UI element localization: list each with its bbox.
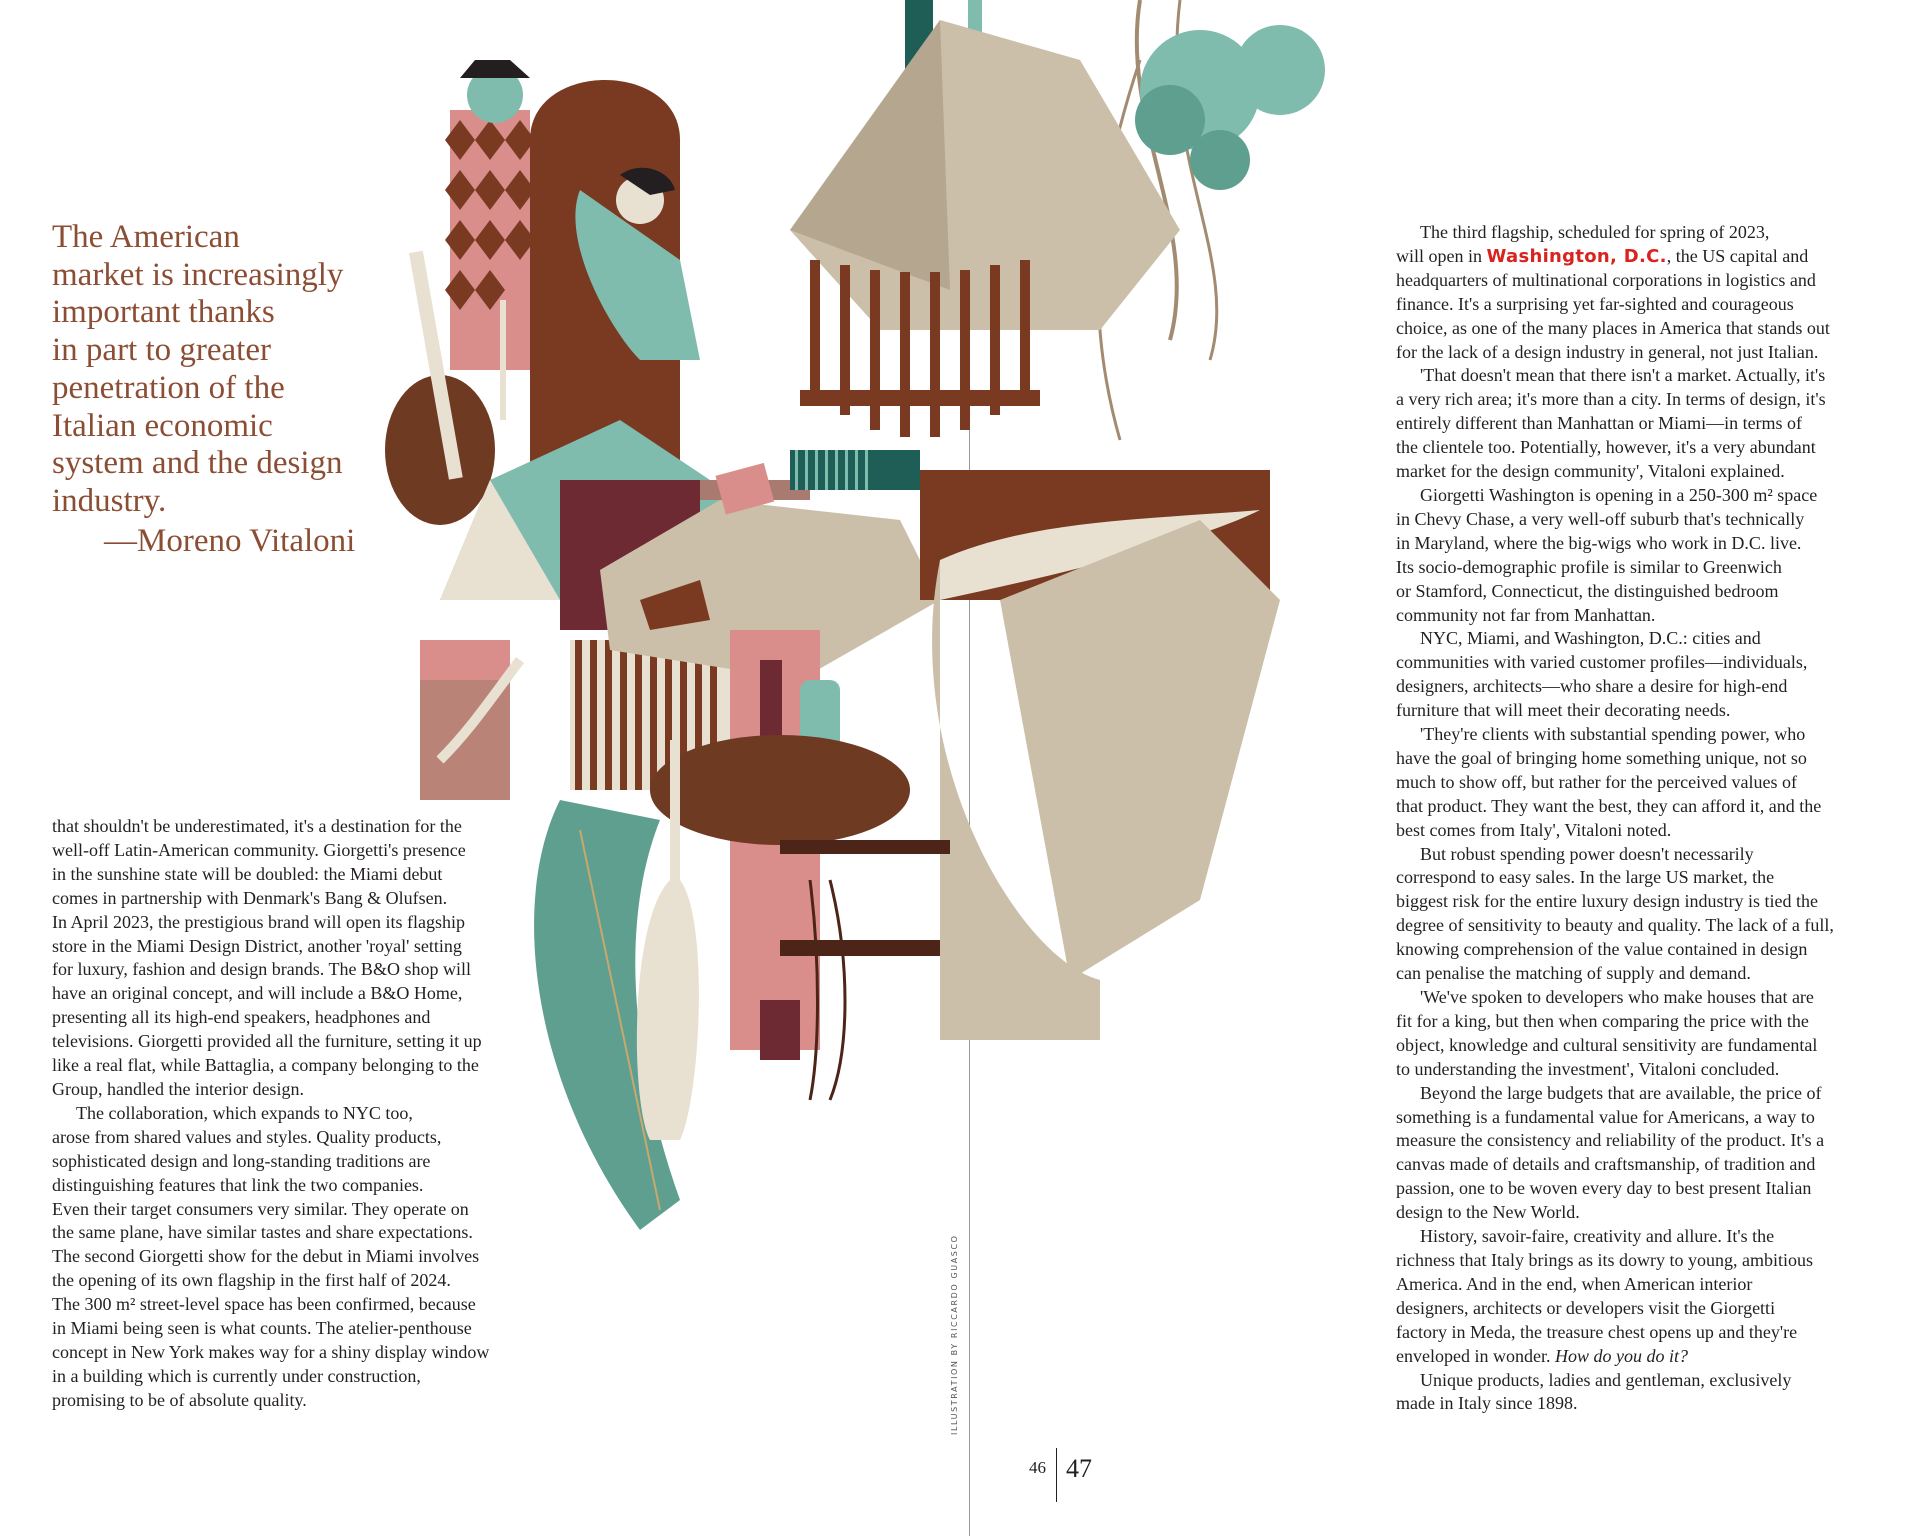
text-line: 'We've spoken to developers who make houses that are [1420,987,1814,1007]
text-line: for the lack of a design industry in general, not just Italian. [1396,341,1819,362]
text-line: 'That doesn't mean that there isn't a market. Actually, it's [1420,365,1826,386]
text-line: in the sunshine state will be doubled: the Miami debut [52,863,443,884]
text-line: 'They're clients with substantial spending power, who [1420,724,1806,745]
paragraph-third-flagship [1396,221,1882,364]
text-line: degree of sensitivity to beauty and quality. The lack of a full, [1396,915,1834,936]
text-line: History, savoir-faire, creativity and allure. It's the [1420,1226,1775,1247]
text-span: , the US capital and [1666,245,1809,266]
text-line: biggest risk for the entire luxury design industry is tied the [1396,891,1818,912]
text-line: comes in partnership with Denmark's Bang & Olufsen. [52,887,448,908]
pull-quote-line: The American [52,219,240,255]
text-span: enveloped in wonder. [1396,1345,1555,1366]
text-line: promising to be of absolute quality. [52,1389,307,1410]
text-line: in a building which is currently under construction, [52,1365,421,1386]
text-line: The third flagship, scheduled for spring of 2023, [1420,222,1770,242]
text-line: the clientele too. Potentially, however, it's a very abundant [1396,437,1816,458]
text-line: measure the consistency and reliability of the product. It's a [1396,1130,1825,1151]
text-line: sophisticated design and long-standing traditions are [52,1150,431,1171]
text-line: something is a fundamental value for Americans, a way to [1396,1106,1815,1127]
text-line: market for the design community', Vitaloni explained. [1396,461,1785,482]
pull-quote-line: in part to greater [52,332,271,369]
text-span: will open in [1396,245,1487,266]
text-line: factory in Meda, the treasure chest opens up and they're [1396,1321,1798,1342]
page-number-left: 46 [1029,1458,1046,1477]
text-line: passion, one to be woven every day to best present Italian [1396,1178,1812,1199]
text-line: in Maryland, where the big-wigs who work in D.C. live. [1396,532,1802,553]
text-line: made in Italy since 1898. [1396,1393,1578,1414]
text-line: headquarters of multinational corporations in logistics and [1396,269,1816,290]
text-line: Even their target consumers very similar. They operate on [52,1198,469,1219]
text-line: community not far from Manhattan. [1396,604,1656,625]
text-line: knowing comprehension of the value contained in design [1396,939,1808,960]
pull-quote-line: important thanks [52,294,275,331]
text-line: televisions. Giorgetti provided all the furniture, setting it up [52,1031,482,1052]
pull-quote-line: Italian economic [52,407,273,444]
text-line: or Stamford, Connecticut, the distinguished bedroom [1396,580,1779,601]
body-paragraph [1396,1082,1882,1225]
text-line: that shouldn't be underestimated, it's a destination for the [52,816,462,836]
text-line: can penalise the matching of supply and demand. [1396,963,1751,984]
paragraph-history [1396,1225,1882,1368]
text-line: The second Giorgetti show for the debut in Miami involves [52,1246,480,1267]
pull-quote-text [52,219,382,521]
page-number-divider [1056,1448,1057,1502]
text-line: much to show off, but rather for the perceived values of [1396,771,1798,792]
body-paragraph [1396,843,1882,986]
text-line: object, knowledge and cultural sensitivity are fundamental [1396,1034,1818,1055]
text-line: furniture that will meet their decorating needs. [1396,700,1731,721]
text-line: the same plane, have similar tastes and share expectations. [52,1222,473,1243]
text-line: to understanding the investment', Vitaloni concluded. [1396,1058,1780,1079]
body-paragraph [1396,484,1882,627]
text-line: in Chevy Chase, a very well-off suburb that's technically [1396,508,1805,529]
text-line: distinguishing features that link the two companies. [52,1174,424,1195]
right-paragraphs [1396,364,1882,1225]
text-line: Group, handled the interior design. [52,1078,304,1099]
text-line: have the goal of bringing home something unique, not so [1396,747,1807,768]
art-deco-illustration-icon [380,0,1380,1240]
text-line: designers, architects—who share a desire for high-end [1396,676,1788,697]
text-line: correspond to easy sales. In the large US market, the [1396,867,1775,888]
text-line: choice, as one of the many places in America that stands out [1396,317,1830,338]
body-paragraph [1396,364,1882,484]
text-line: Giorgetti Washington is opening in a 250-300 m² space [1420,484,1818,505]
text-line: a very rich area; it's more than a city. In terms of design, it's [1396,389,1826,410]
washington-dc-highlight: Washington, D.C. [1486,245,1667,267]
italic-question: How do you do it? [1554,1345,1688,1366]
text-line: store in the Miami Design District, another 'royal' setting [52,935,462,956]
text-line: In April 2023, the prestigious brand will open its flagship [52,911,465,932]
text-line: Its socio-demographic profile is similar to Greenwich [1396,556,1782,577]
pull-quote-line: industry. [52,482,167,519]
text-line: entirely different than Manhattan or Miami—in terms of [1396,413,1803,434]
pull-quote-line: penetration of the [52,369,285,406]
text-line: But robust spending power doesn't necessarily [1420,843,1754,864]
text-line: well-off Latin-American community. Giorgetti's presence [52,839,466,860]
text-line: presenting all its high-end speakers, headphones and [52,1007,431,1028]
text-line: finance. It's a surprising yet far-sighted and courageous [1396,293,1794,314]
text-line: designers, architects or developers visit the Giorgetti [1396,1297,1776,1318]
text-line: best comes from Italy', Vitaloni noted. [1396,819,1672,840]
pull-quote-author: —Moreno Vitaloni [104,522,356,559]
text-line: America. And in the end, when American interior [1396,1273,1753,1294]
text-line: The collaboration, which expands to NYC too, [76,1102,413,1123]
text-line: that product. They want the best, they can afford it, and the [1396,795,1822,816]
body-paragraph [1396,986,1882,1082]
body-paragraph [1396,723,1882,843]
text-line: concept in New York makes way for a shiny display window [52,1341,490,1362]
text-line: richness that Italy brings as its dowry to young, ambitious [1396,1249,1813,1270]
text-line: communities with varied customer profiles—individuals, [1396,652,1808,673]
text-line: Unique products, ladies and gentleman, exclusively [1420,1369,1792,1390]
paragraph-closing [1396,1369,1882,1417]
text-line: have an original concept, and will include a B&O Home, [52,983,463,1004]
illustration-credit: ILLUSTRATION BY RICCARDO GUASCO [950,1234,959,1435]
text-line: design to the New World. [1396,1202,1580,1223]
text-line: NYC, Miami, and Washington, D.C.: cities and [1420,628,1761,649]
pull-quote-line: system and the design [52,445,343,482]
text-line: for luxury, fashion and design brands. The B&O shop will [52,959,471,980]
text-line: the opening of its own flagship in the first half of 2024. [52,1270,451,1291]
text-line: in Miami being seen is what counts. The atelier-penthouse [52,1318,472,1339]
text-line: The 300 m² street-level space has been confirmed, because [52,1294,476,1315]
text-line: Beyond the large budgets that are available, the price of [1420,1082,1822,1103]
pull-quote [52,219,382,560]
page-number-right: 47 [1066,1454,1092,1483]
body-paragraph [1396,627,1882,723]
right-body-column [1396,221,1882,1416]
text-line: fit for a king, but then when comparing the price with the [1396,1010,1809,1031]
pull-quote-line: market is increasingly [52,256,344,293]
text-line: arose from shared values and styles. Quality products, [52,1126,442,1147]
text-line: canvas made of details and craftsmanship, of tradition and [1396,1154,1816,1175]
text-line: like a real flat, while Battaglia, a company belonging to the [52,1055,479,1076]
